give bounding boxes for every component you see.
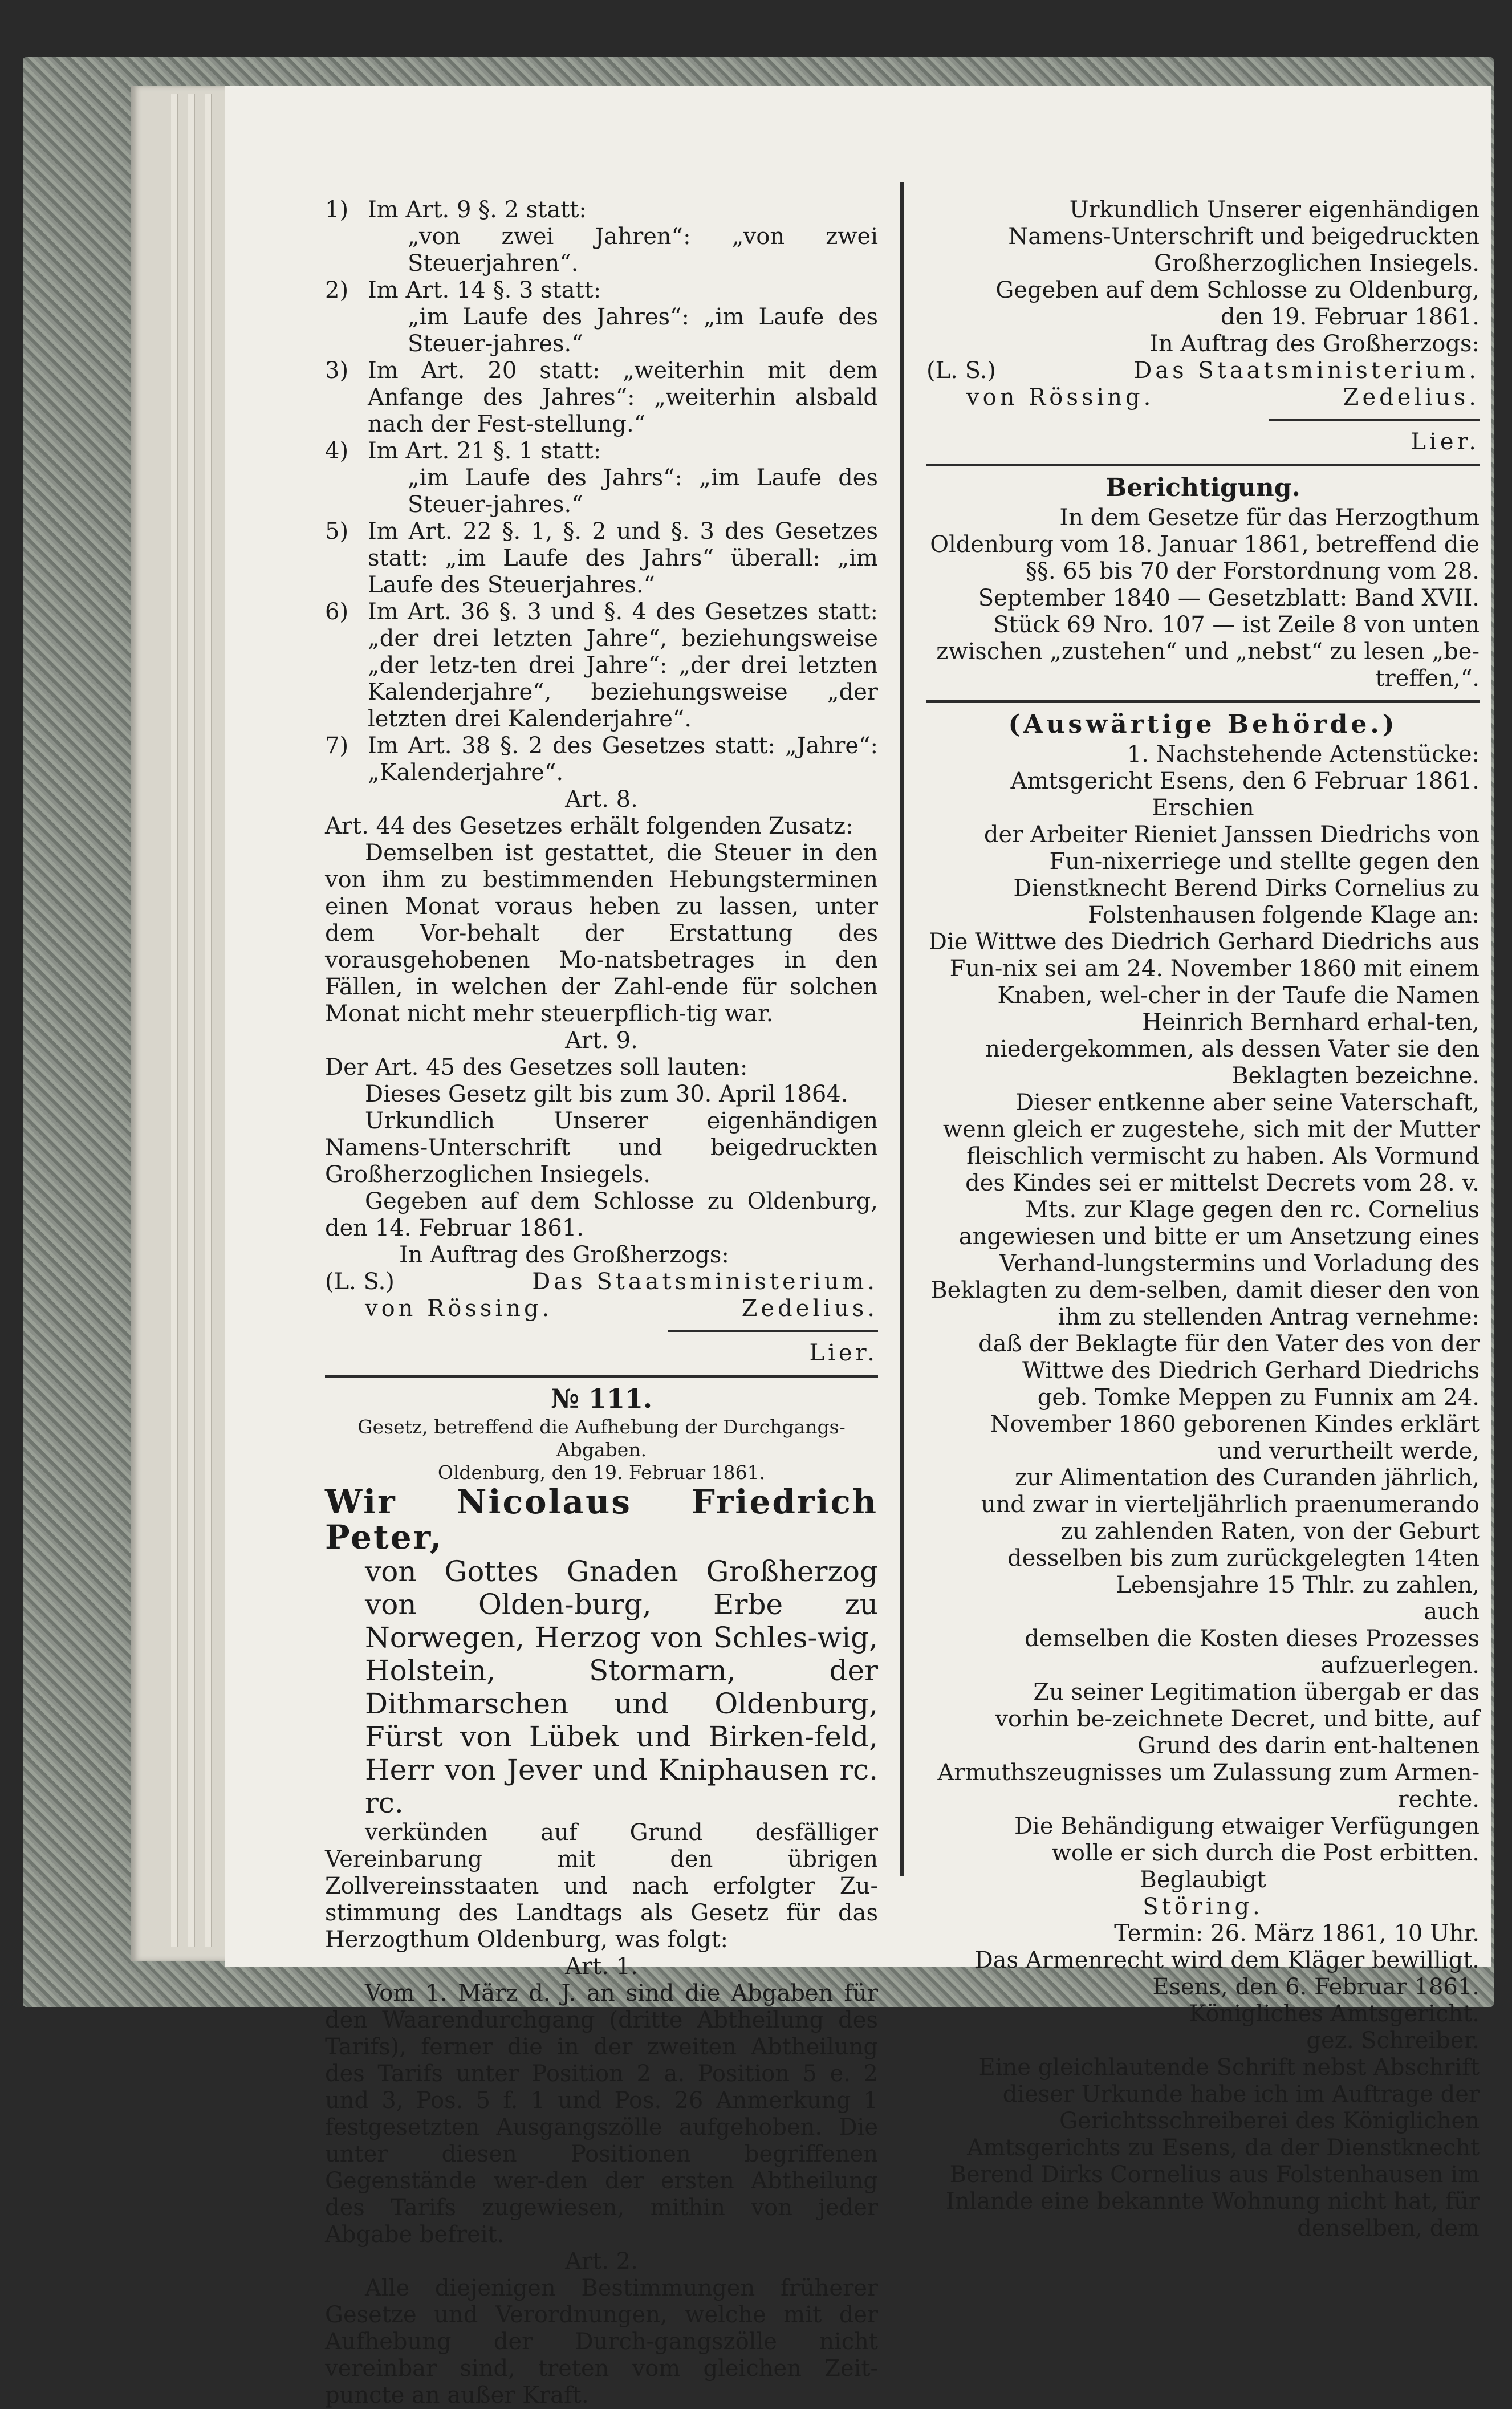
signature-rule <box>1269 419 1480 421</box>
section-heading: Berichtigung. <box>1105 473 1300 502</box>
paragraph: Demselben ist gestattet, die Steuer in den von ihm zu bestimmenden Hebungsterminen einen Monat voraus heben zu lassen, unter dem Vor-behalt der Erstattung des vorausgehobenen Mo-natsbetrages in den Fällen, in welchen der Zahl-ende für solchen Monat nicht mehr steuerpflich-tig war. <box>325 840 878 1027</box>
seal-line: (L. S.) Das Staatsministerium. <box>926 358 1480 384</box>
document-page <box>225 86 1491 2408</box>
sovereign-titles: von Gottes Gnaden Großherzog von Olden-burg, Erbe zu Norwegen, Herzog von Schles-wig, Holstein, Stormarn, der Dithmarschen und Oldenburg, Fürst von Lübek und Birken-feld, Herr von Jever und Kniphausen rc. rc. <box>365 1555 878 1819</box>
paragraph: Gegeben auf dem Schlosse zu Oldenburg, den 14. Februar 1861. <box>325 1188 878 1241</box>
paragraph: Beglaubigt <box>1140 1867 1266 1893</box>
paragraph: Zu seiner Legitimation übergab er das vorhin be-zeichnete Decret, und bitte, auf Grund des darin ent-haltenen Armuthszeugnisses um Zulassung zum Armen-rechte. <box>937 1679 1480 1813</box>
paragraph: Art. 44 des Gesetzes erhält folgenden Zusatz: <box>325 813 853 839</box>
paragraph: auch <box>1424 1599 1480 1625</box>
law-place-date: Oldenburg, den 19. Februar 1861. <box>437 1461 766 1484</box>
list-item: 6) Im Art. 36 §. 3 und §. 4 des Gesetzes statt: „der drei letzten Jahre“, beziehungsweise „der letz-ten drei Jahre“: „der drei letzten Kalenderjahre“, beziehungsweise „der letzten drei Kalenderjahre“. <box>325 599 878 732</box>
list-item: 5) Im Art. 22 §. 1, §. 2 und §. 3 des Gesetzes statt: „im Laufe des Jahrs“ überall: „im Laufe des Steuerjahres.“ <box>325 518 878 598</box>
paragraph: Die Wittwe des Diedrich Gerhard Diedrichs aus Fun-nix sei am 24. November 1860 mit einem Knaben, wel-cher in der Taufe die Namen Heinrich Bernhard erhal-ten, niedergekommen, als dessen Vater sie den Beklagten bezeichne. <box>928 929 1480 1089</box>
list-item: 4) Im Art. 21 §. 1 statt: „im Laufe des Jahrs“: „im Laufe des Steuer-jahres.“ <box>325 438 878 518</box>
article-heading: Art. 9. <box>565 1027 638 1054</box>
paragraph: Störing. <box>1143 1894 1263 1920</box>
list-item: 3) Im Art. 20 statt: „weiterhin mit dem Anfange des Jahres“: „weiterhin alsbald nach der Fest-stellung.“ <box>325 358 878 437</box>
left-column <box>325 197 878 2409</box>
column-divider <box>900 182 904 1876</box>
paragraph: 1. Nachstehende Actenstücke: <box>1127 741 1480 767</box>
paragraph: Amtsgericht Esens, den 6 Februar 1861. <box>1010 768 1480 794</box>
article-heading: Art. 2. <box>565 2248 638 2274</box>
paragraph: Eine gleichlautende Schrift nebst Abschrift dieser Urkunde habe ich im Auftrage der Gerichtsschreiberei des Königlichen Amtsgerichts zu Esens, da der Dienstknecht Berend Dirks Cornelius aus Folstenhausen im Inlande eine bekannte Wohnung nicht hat, für denselben, dem <box>945 2054 1480 2241</box>
paragraph: Dieses Gesetz gilt bis zum 30. April 1864. <box>365 1081 848 1107</box>
page-edge <box>171 94 178 1947</box>
law-number: № 111. <box>550 1383 653 1414</box>
section-rule <box>926 464 1480 466</box>
paragraph: Die Behändigung etwaiger Verfügungen wolle er sich durch die Post erbitten. <box>1014 1813 1480 1866</box>
paragraph: Das Armenrecht wird dem Kläger bewilligt. <box>974 1947 1480 1973</box>
paragraph: Der Art. 45 des Gesetzes soll lauten: <box>325 1054 748 1080</box>
list-item: 7) Im Art. 38 §. 2 des Gesetzes statt: „Jahre“: „Kalenderjahre“. <box>325 733 878 786</box>
paragraph: Urkundlich Unserer eigenhändigen Namens-Unterschrift und beigedruckten Großherzoglichen Insiegels. <box>325 1108 878 1188</box>
page-edge <box>188 94 195 1947</box>
page-edge <box>205 94 212 1947</box>
section-rule <box>926 700 1480 703</box>
paragraph: Königliches Amtsgericht. <box>1189 2001 1480 2027</box>
paragraph: Erschien <box>1152 795 1254 821</box>
signature: Lier. <box>1411 429 1480 455</box>
right-column <box>926 197 1480 2242</box>
paragraph: Urkundlich Unserer eigenhändigen Namens-Unterschrift und beigedruckten Großherzoglichen Insiegels. <box>1008 197 1480 277</box>
section-rule <box>325 1375 878 1378</box>
section-heading: (Auswärtige Behörde.) <box>1008 710 1398 739</box>
order-line: In Auftrag des Großherzogs: <box>399 1242 729 1268</box>
paragraph: und verurtheilt werde, <box>1217 1438 1480 1464</box>
paragraph: demselben die Kosten dieses Prozesses aufzuerlegen. <box>1024 1626 1480 1679</box>
signature: Lier. <box>809 1340 878 1366</box>
signature-line: von Rössing. Zedelius. <box>365 1295 878 1322</box>
sovereign-name: Wir Nicolaus Friedrich Peter, <box>325 1482 878 1557</box>
paragraph: In dem Gesetze für das Herzogthum Oldenburg vom 18. Januar 1861, betreffend die §§. 65 bis 70 der Forstordnung vom 28. September 1840 — Gesetzblatt: Band XVII. Stück 69 Nro. 107 — ist Zeile 8 von unten zwischen „zustehen“ und „nebst“ zu lesen „be-treffen,“. <box>930 505 1480 692</box>
paragraph: zur Alimentation des Curanden jährlich, und zwar in vierteljährlich praenumerando zu zahlenden Raten, von der Geburt desselben bis zum zurückgelegten 14ten Lebensjahre 15 Thlr. zu zahlen, <box>981 1465 1480 1598</box>
order-line: In Auftrag des Großherzogs: <box>1149 331 1480 357</box>
paragraph: Gegeben auf dem Schlosse zu Oldenburg, den 19. Februar 1861. <box>995 277 1480 330</box>
paragraph: Esens, den 6. Februar 1861. <box>1152 1974 1480 2000</box>
paragraph: Alle diejenigen Bestimmungen früherer Gesetze und Verordnungen, welche mit der Aufhebung der Durch-gangszölle nicht vereinbar sind, treten vom gleichen Zeit-puncte an außer Kraft. <box>325 2275 878 2408</box>
law-title: Gesetz, betreffend die Aufhebung der Durchgangs-Abgaben. <box>357 1416 846 1461</box>
paragraph: daß der Beklagte für den Vater des von der Wittwe des Diedrich Gerhard Diedrichs geb. Tomke Meppen zu Funnix am 24. November 1860 geborenen Kindes erklärt <box>978 1331 1480 1437</box>
paragraph: gez. Schreiber. <box>1306 2028 1480 2054</box>
paragraph: Dieser entkenne aber seine Vaterschaft, wenn gleich er zugestehe, sich mit der Mutter fleischlich vermischt zu haben. Als Vormund des Kindes sei er mittelst Decrets vom 28. v. Mts. zur Klage gegen den rc. Cornelius angewiesen und bitte er um Ansetzung eines Verhand-lungstermins und Vorladung des Beklagten zu dem-selben, damit dieser den von ihm zu stellenden Antrag vernehme: <box>930 1090 1480 1330</box>
article-heading: Art. 1. <box>565 1953 638 1980</box>
signature-rule <box>668 1330 878 1332</box>
paragraph: verkünden auf Grund desfälliger Vereinbarung mit den übrigen Zollvereinsstaaten und nach erfolgter Zu-stimmung des Landtags als Gesetz für das Herzogthum Oldenburg, was folgt: <box>325 1819 878 1953</box>
paragraph: Termin: 26. März 1861, 10 Uhr. <box>1114 1920 1480 1947</box>
seal-line: (L. S.) Das Staatsministerium. <box>325 1269 878 1295</box>
article-heading: Art. 8. <box>565 786 638 813</box>
paragraph: der Arbeiter Rieniet Janssen Diedrichs von Fun-nixerriege und stellte gegen den Dienstknecht Berend Dirks Cornelius zu Folstenhausen folgende Klage an: <box>983 822 1480 928</box>
list-item: 1) Im Art. 9 §. 2 statt: „von zwei Jahren“: „von zwei Steuerjahren“. <box>325 197 878 277</box>
list-item: 2) Im Art. 14 §. 3 statt: „im Laufe des Jahres“: „im Laufe des Steuer-jahres.“ <box>325 277 878 357</box>
signature-line: von Rössing. Zedelius. <box>966 384 1480 411</box>
paragraph: Vom 1. März d. J. an sind die Abgaben für den Waarendurchgang (dritte Abtheilung des Tarifs), ferner die in der zweiten Abtheilung des Tarifs unter Position 2 a. Position 5 e. 2 und 3, Pos. 5 f. 1 und Pos. 26 Anmerkung 1 festgesetzten Ausgangszölle aufgehoben. Die unter diesen Positionen begriffenen Gegenstände wer-den der ersten Abtheilung des Tarifs zugewiesen, mithin von jeder Abgabe befreit. <box>325 1980 878 2248</box>
